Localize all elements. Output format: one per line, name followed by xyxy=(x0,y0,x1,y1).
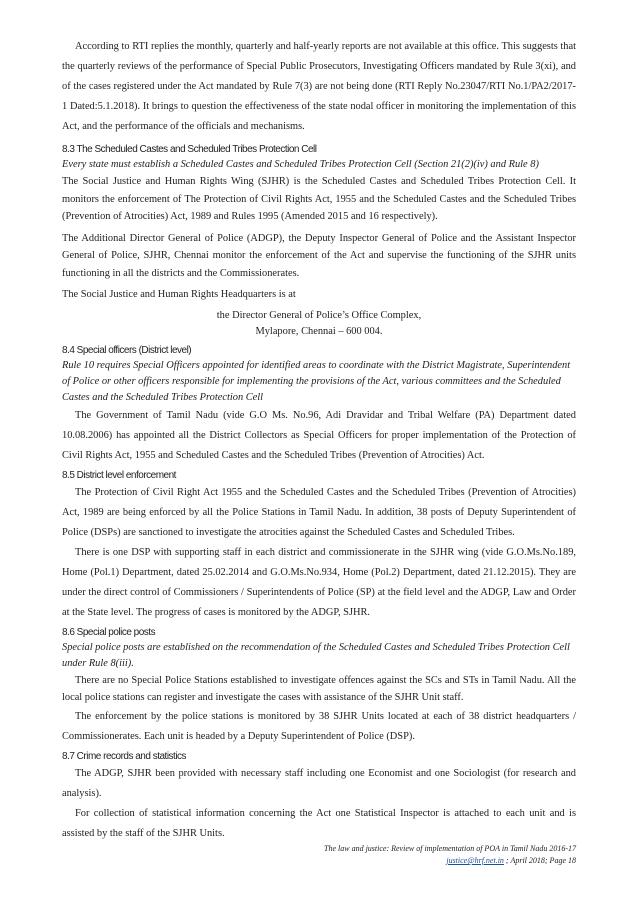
section-8-3-rule: Every state must establish a Scheduled Castes and Scheduled Tribes Protection Cell (Section 21(2)(iv) and Rule 8) xyxy=(62,159,539,170)
page-footer xyxy=(324,843,576,867)
section-8-3-para-3: The Social Justice and Human Rights Headquarters is at xyxy=(62,289,296,300)
intro-paragraph: According to RTI replies the monthly, quarterly and half-yearly reports are not available at this office. This suggests that the quarterly reviews of the performance of Special Public Prosecutors, Investigating Officers mandated by Rule 3(xi), and of the cases registered under the Act mandated by Rule 7(3) are not being done (RTI Reply No.23047/RTI No.1/PA2/2017-1 Dated:5.1.2018). It brings to question the effectiveness of the state nodal officer in monitoring the implementation of this Act, and the performance of the officials and mechanisms. xyxy=(62,41,576,132)
section-8-7-para-2: For collection of statistical information concerning the Act one Statistical Inspector is attached to each unit and is assisted by the staff of the SJHR Units. xyxy=(62,807,576,839)
section-8-3-para-1: The Social Justice and Human Rights Wing (SJHR) is the Scheduled Castes and Scheduled Tribes Protection Cell. It monitors the enforcement of The Protection of Civil Rights Act, 1955 and the Scheduled Castes and the Scheduled Tribes (Prevention of Atrocities) Act, 1989 and Rules 1995 (Amended 2015 and 16 respectively). xyxy=(62,176,576,222)
section-8-3-para-2: The Additional Director General of Police (ADGP), the Deputy Inspector General of Police and the Assistant Inspector General of Police, SJHR, Chennai monitor the enforcement of the Act and supervise the functioning of the SJHR units functioning in all the districts and the Commissionerates. xyxy=(62,232,576,279)
document-page xyxy=(62,0,576,844)
section-8-4-heading: 8.4 Special officers (District level) xyxy=(62,344,192,356)
section-8-5-para-1: The Protection of Civil Right Act 1955 and the Scheduled Castes and the Scheduled Tribes (Prevention of Atrocities) Act, 1989 are being enforced by all the Police Stations in Tamil Nadu. In addition, 38 posts of Deputy Superintendent of Police (DSPs) are sanctioned to investigate the atrocities against the Scheduled Castes and Scheduled Tribes. xyxy=(62,486,576,538)
section-8-4-rule: Rule 10 requires Special Officers appointed for identified areas to coordinate with the District Magistrate, Superintendent of Police or other officers responsible for implementing the provisions of the Act, various committees and the Scheduled Castes and the Scheduled Tribes Protection Cell xyxy=(62,359,571,403)
section-8-6-rule: Special police posts are established on the recommendation of the Scheduled Castes and Scheduled Tribes Protection Cell under Rule 8(iii). xyxy=(62,641,570,669)
section-8-5-para-2: There is one DSP with supporting staff in each district and commissionerate in the SJHR wing (vide G.O.Ms.No.189, Home (Pol.1) Department, dated 25.02.2014 and G.O.Ms.No.934, Home (Pol.2) Department, dated 21.12.2015). They are under the direct control of Commissioners / Superintendents of Police (SP) at the field level and the ADGP, Law and Order at the State level. The progress of cases is monitored by the ADGP, SJHR. xyxy=(62,546,576,618)
footer-email-link[interactable]: justice@hrf.net.in xyxy=(446,856,504,865)
section-8-4-para-1: The Government of Tamil Nadu (vide G.O Ms. No.96, Adi Dravidar and Tribal Welfare (PA) Department dated 10.08.2006) has appointed all the District Collectors as Special Officers for proper implementation of the Protection of Civil Rights Act, 1955 and Scheduled Castes and the Scheduled Tribes (Prevention of Atrocities) Act. xyxy=(62,409,576,461)
section-8-6-para-1: There are no Special Police Stations established to investigate offences against the SCs and STs in Tamil Nadu. All the local police stations can register and investigate the cases with assistance of the SJHR Unit staff. xyxy=(62,674,576,703)
section-8-7-para-1: The ADGP, SJHR been provided with necessary staff including one Economist and one Sociologist (for research and analysis). xyxy=(62,767,576,799)
section-8-5-heading: 8.5 District level enforcement xyxy=(62,469,176,481)
section-8-6-para-2: The enforcement by the police stations is monitored by 38 SJHR Units located at each of 38 district headquarters / Commissionerates. Each unit is headed by a Deputy Superintendent of Police (DSP). xyxy=(62,710,576,742)
address-line-2: Mylapore, Chennai – 600 004. xyxy=(255,325,383,337)
footer-title: The law and justice: Review of implementation of POA in Tamil Nadu 2016-17 xyxy=(324,844,576,853)
section-8-3-heading: 8.3 The Scheduled Castes and Scheduled Tribes Protection Cell xyxy=(62,144,317,155)
address-line-1: the Director General of Police’s Office Complex, xyxy=(216,309,422,321)
footer-date-page: ; April 2018; Page 18 xyxy=(503,856,576,865)
section-8-6-heading: 8.6 Special police posts xyxy=(62,626,156,638)
section-8-7-heading: 8.7 Crime records and statistics xyxy=(62,750,187,762)
footer-line-2 xyxy=(324,855,576,867)
